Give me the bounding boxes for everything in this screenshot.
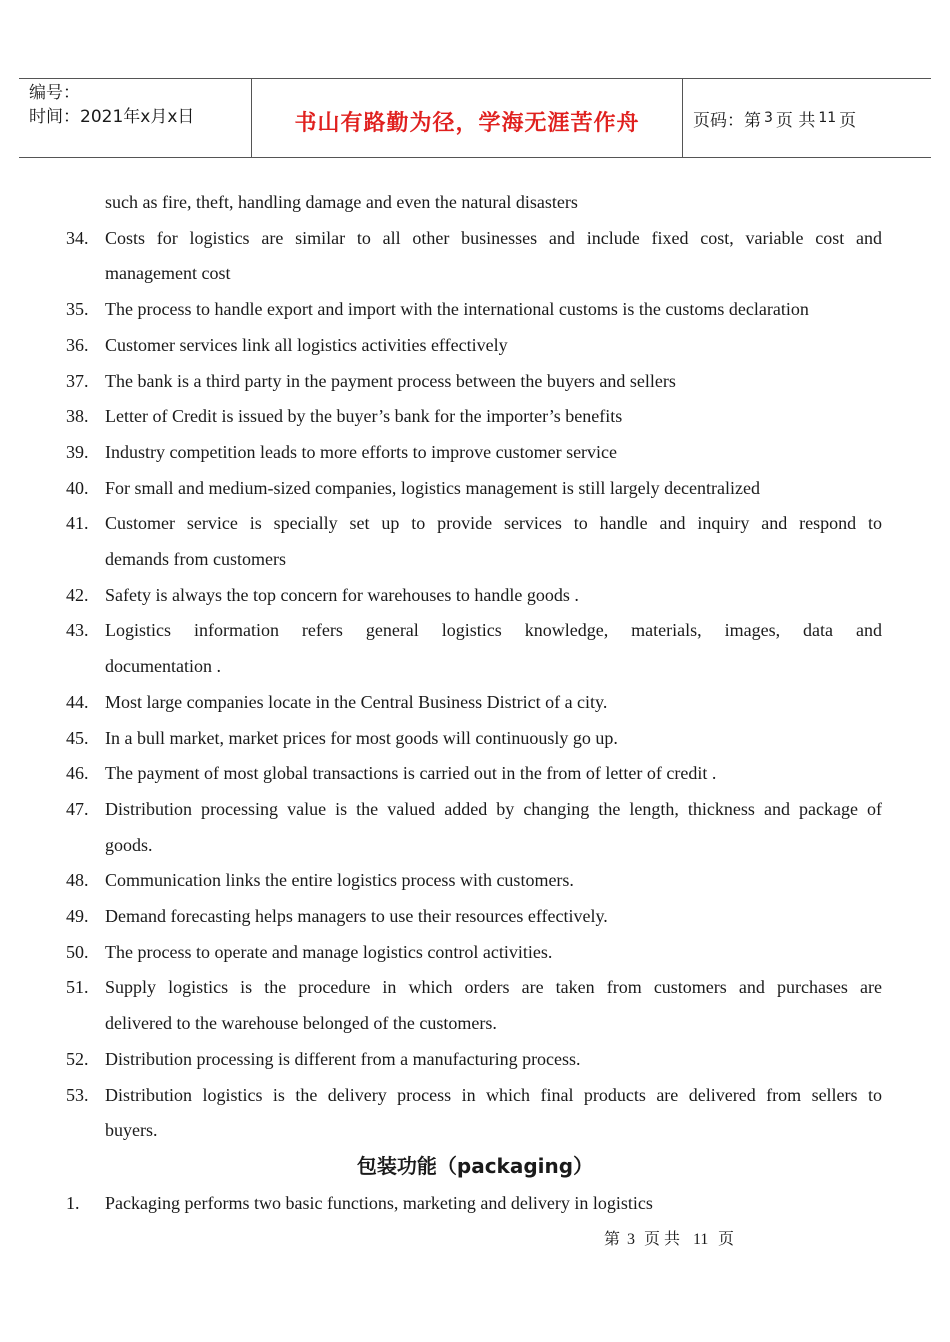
item-text-line: The bank is a third party in the payment process between the buyers and sellers <box>105 370 676 391</box>
item-text-line: The payment of most global transactions is carried out in the from of letter of credit . <box>105 763 717 784</box>
item-text-line: Distribution processing is different from a manufacturing process. <box>105 1048 581 1069</box>
header-page-cell <box>683 79 931 157</box>
footer-page-current: 3 <box>627 1231 635 1248</box>
header-motto-cell <box>251 79 683 157</box>
item-number: 51. <box>66 977 89 998</box>
item-number: 44. <box>66 691 89 712</box>
item-text-line: The process to operate and manage logistics control activities. <box>105 941 553 962</box>
item-text-line: Distribution logistics is the delivery process in which final products are delivered from sellers to <box>105 1084 882 1105</box>
item-text-line: Costs for logistics are similar to all other businesses and include fixed cost, variable cost and <box>105 227 882 248</box>
item-text-line: Most large companies locate in the Central Business District of a city. <box>105 691 608 712</box>
header-page-prefix: 页码：第 <box>693 110 761 131</box>
item-text-line: For small and medium-sized companies, logistics management is still largely decentralized <box>105 477 760 498</box>
item-number: 1. <box>66 1192 80 1213</box>
item-text-line: Packaging performs two basic functions, marketing and delivery in logistics <box>105 1192 653 1213</box>
item-text-line: Customer services link all logistics activities effectively <box>105 334 508 355</box>
header-page-total: 11 <box>818 110 837 126</box>
item-number: 40. <box>66 477 89 498</box>
item-number: 48. <box>66 870 89 891</box>
item-number: 35. <box>66 299 89 320</box>
document-id-label: 编号： <box>29 83 80 103</box>
item-text-line: In a bull market, market prices for most goods will continuously go up. <box>105 727 618 748</box>
item-number: 53. <box>66 1084 89 1105</box>
item-number: 52. <box>66 1048 89 1069</box>
item-text-line: Letter of Credit is issued by the buyer’s bank for the importer’s benefits <box>105 406 623 427</box>
item-number: 45. <box>66 727 89 748</box>
item-text-line: Industry competition leads to more efforts to improve customer service <box>105 441 618 462</box>
page-header <box>19 78 931 158</box>
item-text-line: Demand forecasting helps managers to use their resources effectively. <box>105 906 608 926</box>
item-text-line: documentation . <box>105 656 221 677</box>
header-left-cell <box>19 79 251 157</box>
item-number: 47. <box>66 798 89 819</box>
item-text-line: goods. <box>105 834 153 855</box>
item-number: 37. <box>66 370 89 391</box>
item-number: 41. <box>66 513 89 534</box>
footer-page-mid: 页 共 <box>644 1231 681 1248</box>
footer-page-suffix: 页 <box>718 1231 735 1248</box>
item-text-line: such as fire, theft, handling damage and even the natural disasters <box>105 192 578 212</box>
item-text-line: Distribution processing value is the valued added by changing the length, thickness and package of <box>105 798 882 819</box>
item-number: 34. <box>66 227 89 248</box>
item-text-line: management cost <box>105 263 231 284</box>
header-page-current: 3 <box>764 110 773 126</box>
item-text-line: demands from customers <box>105 549 286 569</box>
item-text-line: The process to handle export and import with the international customs is the customs declaration <box>105 299 809 320</box>
footer-page-total: 11 <box>693 1231 709 1248</box>
header-page-mid: 页 共 <box>775 110 816 131</box>
item-number: 38. <box>66 406 89 427</box>
item-number: 50. <box>66 941 89 962</box>
item-number: 36. <box>66 334 89 355</box>
item-text-line: Logistics information refers general logistics knowledge, materials, images, data and <box>105 620 882 641</box>
item-number: 39. <box>66 441 89 462</box>
footer-page-prefix: 第 <box>604 1231 621 1248</box>
header-page-suffix: 页 <box>839 110 857 131</box>
item-number: 46. <box>66 763 89 784</box>
item-text-line: Communication links the entire logistics process with customers. <box>105 870 574 891</box>
header-motto: 书山有路勤为径，学海无涯苦作舟 <box>294 110 640 136</box>
item-number: 42. <box>66 584 89 605</box>
item-number: 43. <box>66 620 89 641</box>
item-text-line: delivered to the warehouse belonged of the customers. <box>105 1013 497 1034</box>
item-text-line: Safety is always the top concern for warehouses to handle goods . <box>105 584 579 605</box>
item-number: 49. <box>66 906 89 926</box>
item-text-line: Customer service is specially set up to provide services to handle and inquiry and respond to <box>105 513 882 534</box>
item-text-line: Supply logistics is the procedure in which orders are taken from customers and purchases are <box>105 977 882 998</box>
document-time-label: 时间：2021年x月x日 <box>29 107 195 127</box>
item-text-line: buyers. <box>105 1120 158 1141</box>
section-title: 包装功能（packaging） <box>356 1153 594 1178</box>
